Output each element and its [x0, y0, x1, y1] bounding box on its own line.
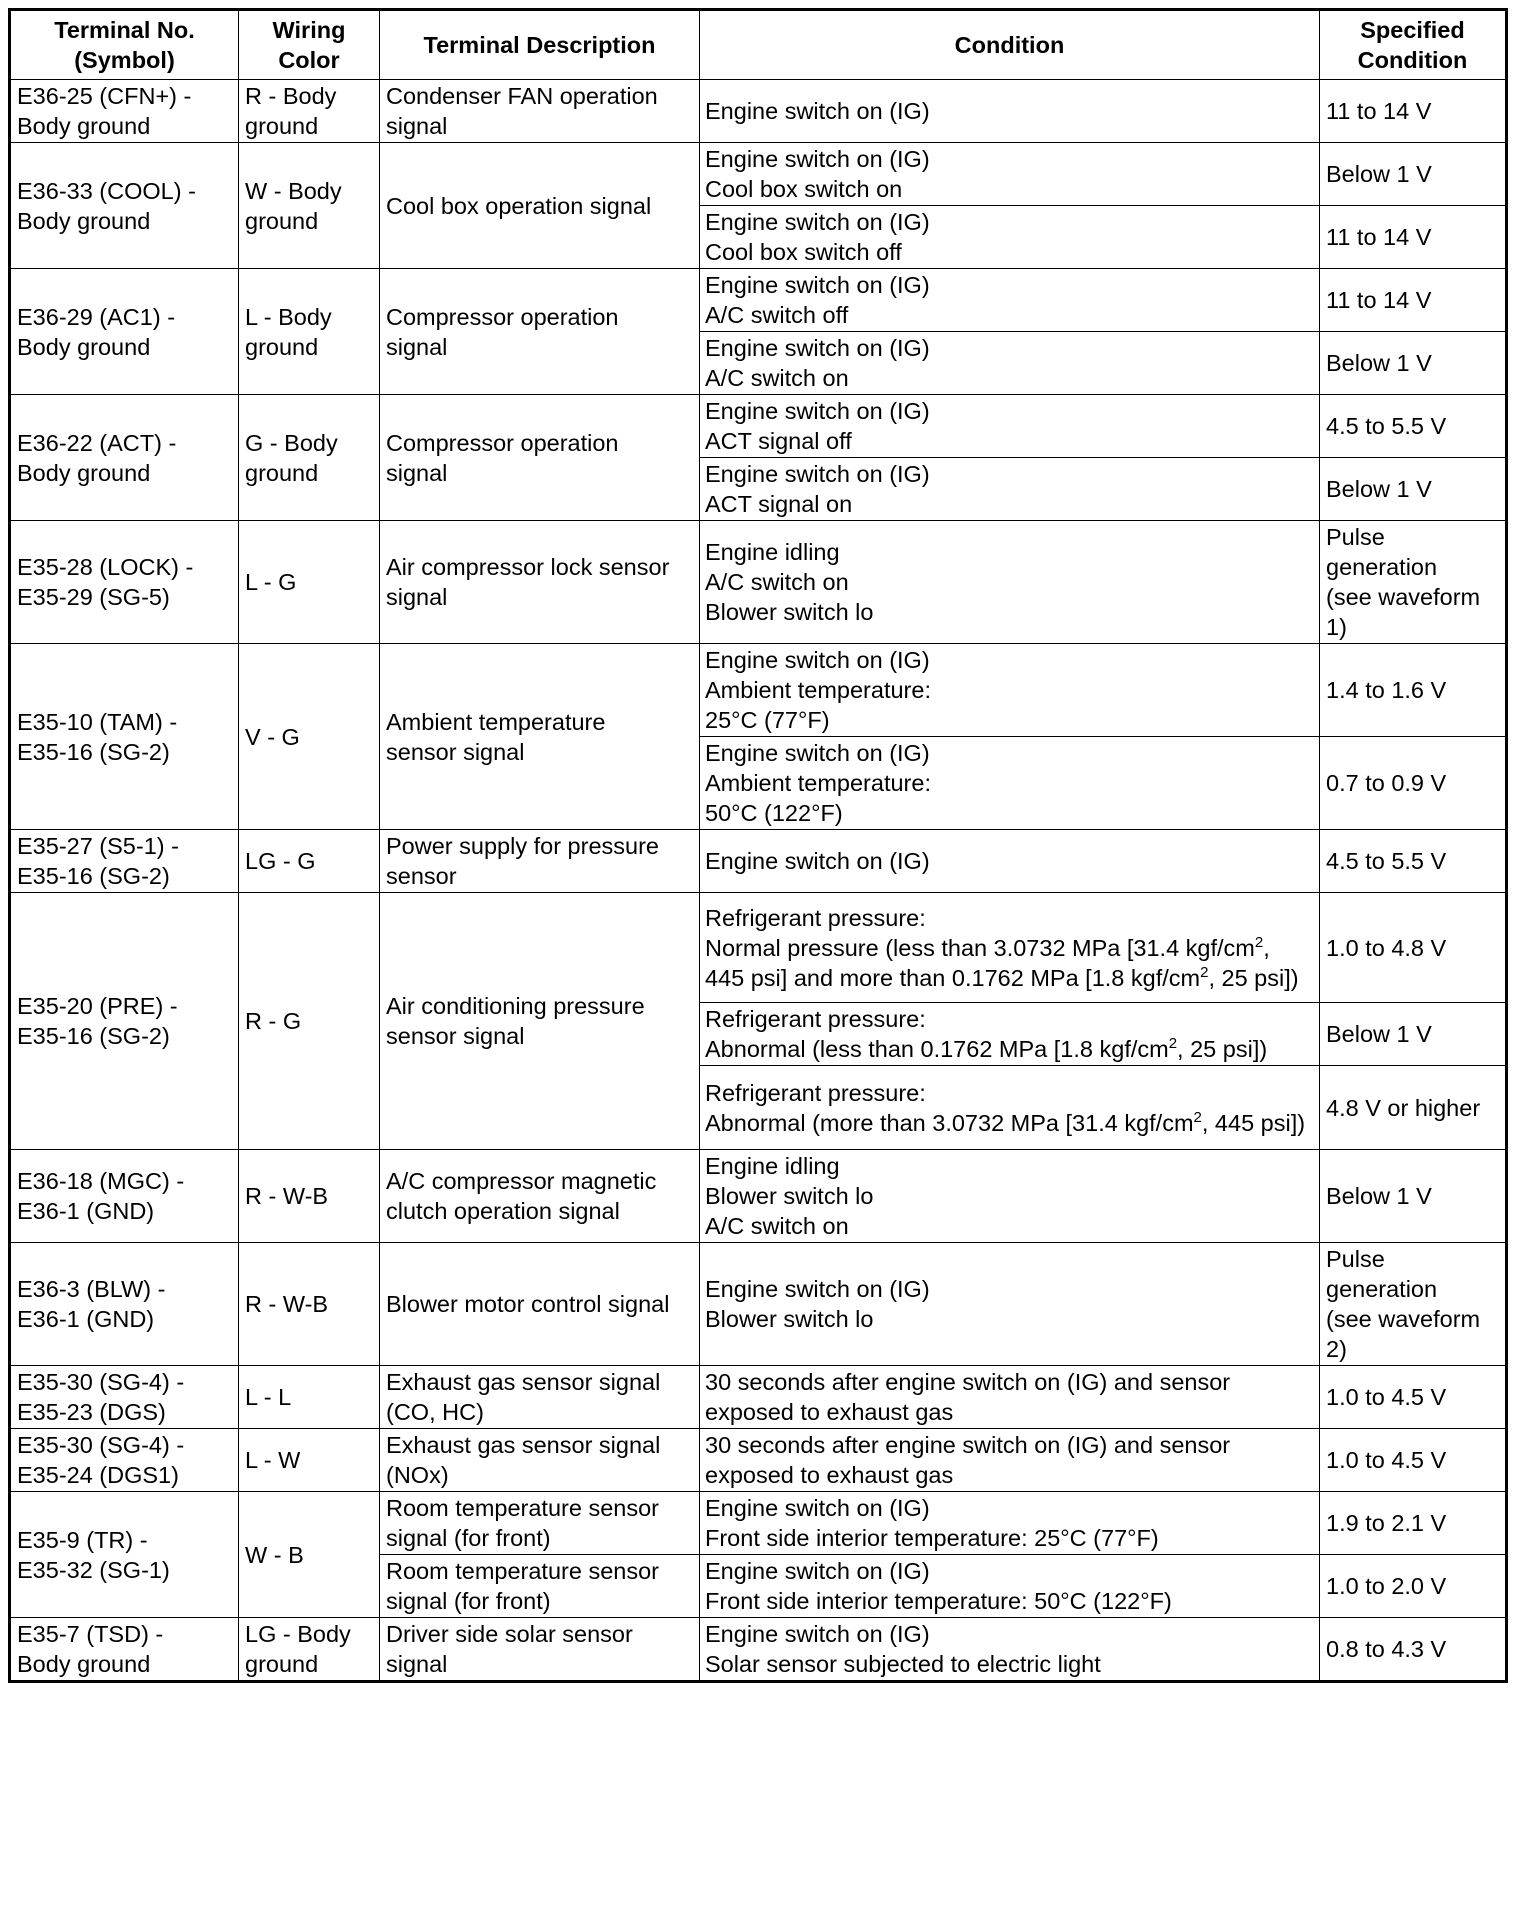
table-row	[10, 1618, 1507, 1682]
terminal-table	[8, 8, 1508, 1683]
condition-cell: Engine idling A/C switch on Blower switch lo	[700, 521, 1320, 644]
specified-cell: 1.4 to 1.6 V	[1320, 644, 1507, 737]
wiring-cell: V - G	[239, 644, 380, 830]
wiring-cell: LG - G	[239, 830, 380, 893]
condition-cell: Refrigerant pressure: Normal pressure (less than 3.0732 MPa [31.4 kgf/$cm^2$, 445 psi] and more than 0.1762 MPa [1.8 kgf/$cm^2$, 25 psi])	[700, 893, 1320, 1003]
condition-cell: Engine switch on (IG) A/C switch on	[700, 332, 1320, 395]
condition-cell: Engine idling Blower switch lo A/C switch on	[700, 1150, 1320, 1243]
specified-cell: Pulse generation (see waveform 2)	[1320, 1243, 1507, 1366]
terminal-cell: E36-18 (MGC) - E36-1 (GND)	[10, 1150, 239, 1243]
header-condition: Condition	[700, 10, 1320, 80]
wiring-cell: L - Body ground	[239, 269, 380, 395]
condition-cell: Engine switch on (IG) Front side interior temperature: 50°C (122°F)	[700, 1555, 1320, 1618]
terminal-cell: E35-7 (TSD) - Body ground	[10, 1618, 239, 1682]
wiring-cell: LG - Body ground	[239, 1618, 380, 1682]
description-cell: Air compressor lock sensor signal	[380, 521, 700, 644]
specified-cell: Below 1 V	[1320, 1150, 1507, 1243]
wiring-cell: R - W-B	[239, 1150, 380, 1243]
specified-cell: 1.0 to 4.5 V	[1320, 1366, 1507, 1429]
wiring-cell: W - Body ground	[239, 143, 380, 269]
specified-cell: Below 1 V	[1320, 143, 1507, 206]
condition-cell: Engine switch on (IG) A/C switch off	[700, 269, 1320, 332]
description-cell: Ambient temperature sensor signal	[380, 644, 700, 830]
header-specified-condition: Specified Condition	[1320, 10, 1507, 80]
condition-cell: Engine switch on (IG) Solar sensor subjected to electric light	[700, 1618, 1320, 1682]
specified-cell: 11 to 14 V	[1320, 206, 1507, 269]
description-cell: Compressor operation signal	[380, 395, 700, 521]
table-row	[10, 1366, 1507, 1429]
description-cell: Power supply for pressure sensor	[380, 830, 700, 893]
terminal-cell: E36-25 (CFN+) - Body ground	[10, 80, 239, 143]
terminal-cell: E35-10 (TAM) - E35-16 (SG-2)	[10, 644, 239, 830]
wiring-cell: L - L	[239, 1366, 380, 1429]
terminal-cell: E36-3 (BLW) - E36-1 (GND)	[10, 1243, 239, 1366]
table-row	[10, 143, 1507, 206]
description-cell: Condenser FAN operation signal	[380, 80, 700, 143]
description-cell: Blower motor control signal	[380, 1243, 700, 1366]
wiring-cell: L - W	[239, 1429, 380, 1492]
terminal-cell: E35-30 (SG-4) - E35-24 (DGS1)	[10, 1429, 239, 1492]
terminal-cell: E35-30 (SG-4) - E35-23 (DGS)	[10, 1366, 239, 1429]
terminal-cell: E35-9 (TR) - E35-32 (SG-1)	[10, 1492, 239, 1618]
header-terminal-description: Terminal Description	[380, 10, 700, 80]
description-cell: Air conditioning pressure sensor signal	[380, 893, 700, 1150]
condition-cell: Engine switch on (IG) ACT signal off	[700, 395, 1320, 458]
condition-cell: Engine switch on (IG) Front side interior temperature: 25°C (77°F)	[700, 1492, 1320, 1555]
terminal-cell: E36-22 (ACT) - Body ground	[10, 395, 239, 521]
condition-cell: Engine switch on (IG) ACT signal on	[700, 458, 1320, 521]
header-row	[10, 10, 1507, 80]
condition-cell: Engine switch on (IG) Cool box switch off	[700, 206, 1320, 269]
specified-cell: Below 1 V	[1320, 458, 1507, 521]
table-row	[10, 1492, 1507, 1555]
terminal-cell: E36-29 (AC1) - Body ground	[10, 269, 239, 395]
table-row	[10, 269, 1507, 332]
specified-cell: 1.0 to 2.0 V	[1320, 1555, 1507, 1618]
header-terminal: Terminal No. (Symbol)	[10, 10, 239, 80]
terminal-cell: E35-20 (PRE) - E35-16 (SG-2)	[10, 893, 239, 1150]
table-row	[10, 830, 1507, 893]
header-wiring-color: Wiring Color	[239, 10, 380, 80]
description-cell: Exhaust gas sensor signal (CO, HC)	[380, 1366, 700, 1429]
wiring-cell: W - B	[239, 1492, 380, 1618]
condition-cell: 30 seconds after engine switch on (IG) and sensor exposed to exhaust gas	[700, 1429, 1320, 1492]
condition-cell: Engine switch on (IG) Ambient temperature: 25°C (77°F)	[700, 644, 1320, 737]
specified-cell: Below 1 V	[1320, 1003, 1507, 1066]
description-cell: A/C compressor magnetic clutch operation signal	[380, 1150, 700, 1243]
specified-cell: 4.8 V or higher	[1320, 1066, 1507, 1150]
specified-cell: 11 to 14 V	[1320, 80, 1507, 143]
description-cell: Room temperature sensor signal (for front)	[380, 1492, 700, 1555]
specified-cell: 0.7 to 0.9 V	[1320, 737, 1507, 830]
wiring-cell: G - Body ground	[239, 395, 380, 521]
terminal-cell: E35-27 (S5-1) - E35-16 (SG-2)	[10, 830, 239, 893]
description-cell: Cool box operation signal	[380, 143, 700, 269]
specified-cell: Pulse generation (see waveform 1)	[1320, 521, 1507, 644]
condition-cell: Refrigerant pressure: Abnormal (less than 0.1762 MPa [1.8 kgf/$cm^2$, 25 psi])	[700, 1003, 1320, 1066]
description-cell: Room temperature sensor signal (for front)	[380, 1555, 700, 1618]
table-row	[10, 1150, 1507, 1243]
table-row	[10, 521, 1507, 644]
specified-cell: 1.0 to 4.8 V	[1320, 893, 1507, 1003]
description-cell: Compressor operation signal	[380, 269, 700, 395]
specified-cell: 1.0 to 4.5 V	[1320, 1429, 1507, 1492]
wiring-cell: R - W-B	[239, 1243, 380, 1366]
condition-cell: Engine switch on (IG) Ambient temperature: 50°C (122°F)	[700, 737, 1320, 830]
condition-cell: Engine switch on (IG) Blower switch lo	[700, 1243, 1320, 1366]
wiring-cell: R - G	[239, 893, 380, 1150]
table-row	[10, 80, 1507, 143]
description-cell: Driver side solar sensor signal	[380, 1618, 700, 1682]
condition-cell: Refrigerant pressure: Abnormal (more than 3.0732 MPa [31.4 kgf/$cm^2$, 445 psi])	[700, 1066, 1320, 1150]
description-cell: Exhaust gas sensor signal (NOx)	[380, 1429, 700, 1492]
wiring-cell: L - G	[239, 521, 380, 644]
specified-cell: 4.5 to 5.5 V	[1320, 395, 1507, 458]
specified-cell: 1.9 to 2.1 V	[1320, 1492, 1507, 1555]
wiring-cell: R - Body ground	[239, 80, 380, 143]
condition-cell: Engine switch on (IG)	[700, 80, 1320, 143]
specified-cell: Below 1 V	[1320, 332, 1507, 395]
terminal-cell: E36-33 (COOL) - Body ground	[10, 143, 239, 269]
specified-cell: 11 to 14 V	[1320, 269, 1507, 332]
table-row	[10, 395, 1507, 458]
condition-cell: Engine switch on (IG)	[700, 830, 1320, 893]
table-row	[10, 893, 1507, 1003]
table-row	[10, 1429, 1507, 1492]
condition-cell: 30 seconds after engine switch on (IG) and sensor exposed to exhaust gas	[700, 1366, 1320, 1429]
table-row	[10, 644, 1507, 737]
specified-cell: 4.5 to 5.5 V	[1320, 830, 1507, 893]
condition-cell: Engine switch on (IG) Cool box switch on	[700, 143, 1320, 206]
specified-cell: 0.8 to 4.3 V	[1320, 1618, 1507, 1682]
terminal-cell: E35-28 (LOCK) - E35-29 (SG-5)	[10, 521, 239, 644]
table-row	[10, 1243, 1507, 1366]
